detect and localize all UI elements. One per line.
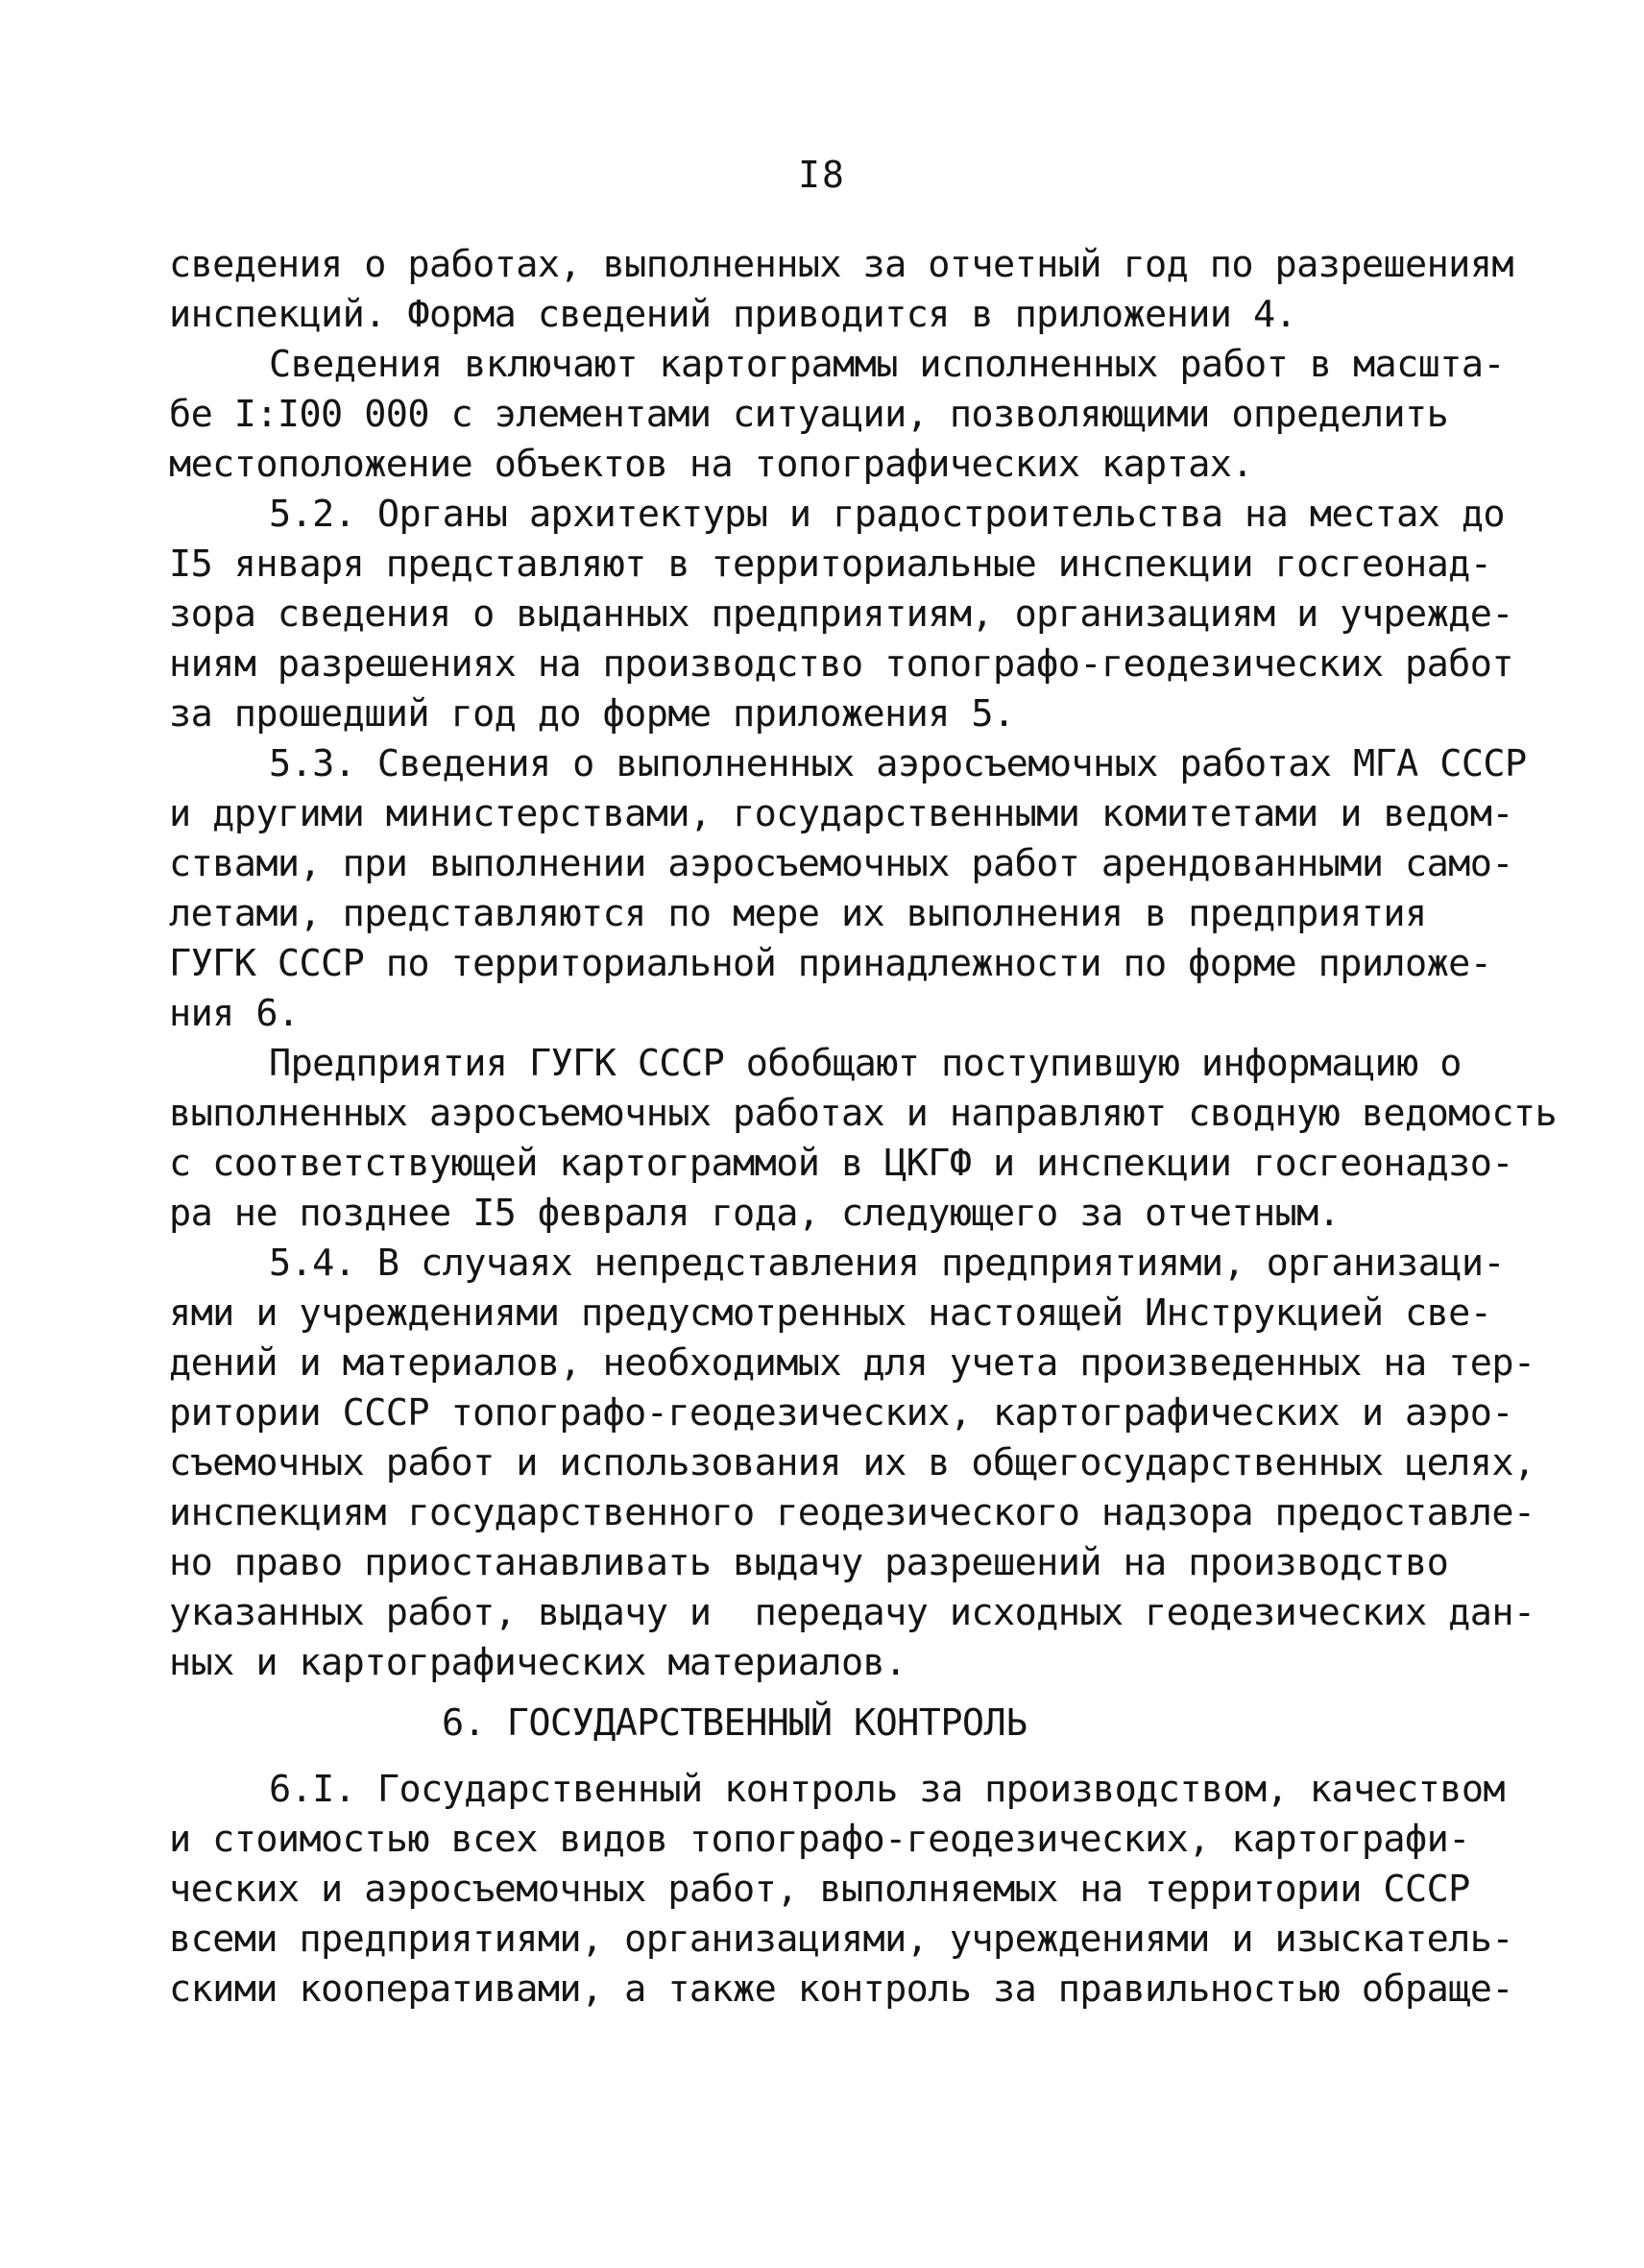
text-line: за прошедший год до форме приложения 5. — [169, 692, 1015, 736]
text-line: ра не позднее I5 февраля года, следующего за отчетным. — [169, 1192, 1341, 1235]
text-line: указанных работ, выдачу и передачу исходных геодезических дан- — [169, 1591, 1535, 1634]
text-line: ниям разрешениях на производство топографо-геодезических работ — [169, 642, 1513, 686]
text-line: ческих и аэросъемочных работ, выполняемых на территории СССР — [169, 1868, 1470, 1911]
text-line: I5 января представляют в территориальные инспекции госгеонад- — [169, 543, 1492, 586]
text-line: всеми предприятиями, организациями, учреждениями и изыскатель- — [169, 1918, 1513, 1961]
text-line: ритории СССР топографо-геодезических, картографических и аэро- — [169, 1391, 1513, 1435]
text-line: ствами, при выполнении аэросъемочных работ арендованными само- — [169, 842, 1513, 885]
text-line: но право приостанавливать выдачу разрешений на производство — [169, 1541, 1449, 1584]
text-line: зора сведения о выданных предприятиям, организациям и учрежде- — [169, 592, 1513, 636]
text-line: летами, представляются по мере их выполнения в предприятия — [169, 892, 1427, 935]
text-line: дений и материалов, необходимых для учета произведенных на тер- — [169, 1341, 1535, 1385]
page-number: I8 — [798, 154, 846, 196]
text-line: выполненных аэросъемочных работах и направляют сводную ведомость — [169, 1092, 1558, 1135]
text-line: ных и картографических материалов. — [169, 1641, 907, 1684]
text-line: бе I:I00 000 с элементами ситуации, позволяющими определить — [169, 393, 1449, 436]
text-line: инспекциям государственного геодезического надзора предоставле- — [169, 1491, 1535, 1534]
text-line: ями и учреждениями предусмотренных настоящей Инструкцией све- — [169, 1291, 1492, 1335]
text-line: ГУГК СССР по территориальной принадлежности по форме приложе- — [169, 942, 1492, 985]
text-line: и другими министерствами, государственными комитетами и ведом- — [169, 792, 1513, 835]
text-line: инспекций. Форма сведений приводится в приложении 4. — [169, 293, 1297, 336]
text-line: съемочных работ и использования их в общегосударственных целях, — [169, 1441, 1535, 1484]
text-line: и стоимостью всех видов топографо-геодезических, картографи- — [169, 1818, 1470, 1861]
clause-5-2-line: 5.2. Органы архитектуры и градостроительства на местах до — [269, 493, 1506, 536]
text-line: ния 6. — [169, 992, 300, 1035]
text-line: сведения о работах, выполненных за отчетный год по разрешениям — [169, 243, 1513, 286]
paragraph-start-line: Предприятия ГУГК СССР обобщают поступившую информацию о — [269, 1042, 1462, 1085]
clause-5-4-line: 5.4. В случаях непредставления предприятиями, организаци- — [269, 1242, 1506, 1285]
document-body — [169, 240, 1558, 2015]
paragraph-start-line: Сведения включают картограммы исполненных работ в масшта- — [269, 343, 1506, 386]
clause-6-1-line: 6.I. Государственный контроль за производством, качеством — [269, 1768, 1506, 1811]
text-line: местоположение объектов на топографических картах. — [169, 443, 1253, 486]
text-line: скими кооперативами, а также контроль за правильностью обраще- — [169, 1967, 1513, 2011]
text-line: с соответствующей картограммой в ЦКГФ и инспекции госгеонадзо- — [169, 1142, 1513, 1185]
clause-5-3-line: 5.3. Сведения о выполненных аэросъемочных работах МГА СССР — [269, 742, 1527, 785]
section-heading: 6. ГОСУДАРСТВЕННЫЙ КОНТРОЛЬ — [442, 1701, 1028, 1745]
